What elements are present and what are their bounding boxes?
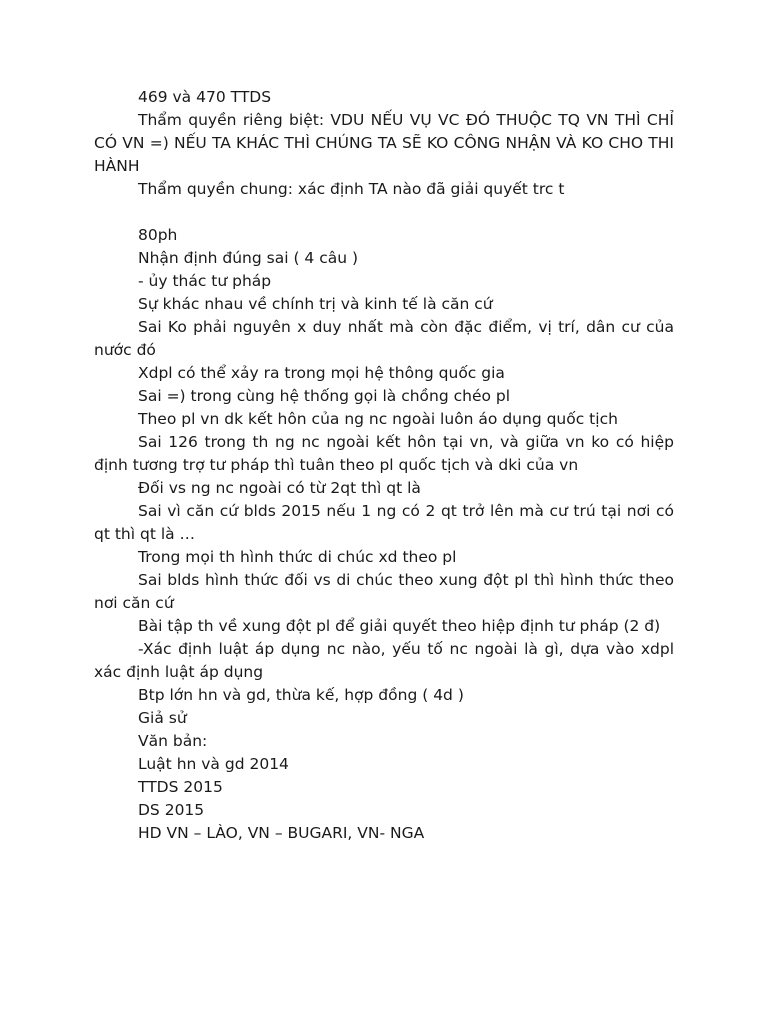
paragraph-answer-2: Sai =) trong cùng hệ thống gọi là chồng chéo pl bbox=[138, 387, 511, 405]
paragraph-judicial-delegation: - ủy thác tư pháp bbox=[138, 272, 272, 290]
paragraph-marriage-law: Luật hn và gd 2014 bbox=[138, 755, 289, 773]
paragraph-true-false-heading: Nhận định đúng sai ( 4 câu ) bbox=[138, 249, 359, 267]
paragraph-duration: 80ph bbox=[138, 226, 178, 244]
paragraph-exercise-steps: -Xác định luật áp dụng nc nào, yếu tố nc ngoài là gì, dựa vào xdpl xác định luật áp dụng bbox=[94, 640, 674, 681]
paragraph-civil-procedure: TTDS 2015 bbox=[138, 778, 223, 796]
paragraph-answer-5: Sai blds hình thức đối vs di chúc theo xung đột pl thì hình thức theo nơi căn cứ bbox=[94, 571, 674, 612]
paragraph-question-1: Sự khác nhau về chính trị và kinh tế là căn cứ bbox=[138, 295, 493, 313]
paragraph-major-exercise: Btp lớn hn và gd, thừa kế, hợp đồng ( 4d ) bbox=[138, 686, 464, 704]
paragraph-question-3: Theo pl vn dk kết hôn của ng nc ngoài luôn áo dụng quốc tịch bbox=[138, 410, 618, 428]
paragraph-exercise-heading: Bài tập th về xung đột pl để giải quyết theo hiệp định tư pháp (2 đ) bbox=[138, 617, 661, 635]
paragraph-exclusive-jurisdiction: Thẩm quyền riêng biệt: VDU NẾU VỤ VC ĐÓ THUỘC TQ VN THÌ CHỈ CÓ VN =) NẾU TA KHÁC THÌ CHÚNG TA SẼ KO CÔNG NHẬN VÀ KO CHO THI HÀNH bbox=[94, 111, 674, 175]
paragraph-ttds-articles: 469 và 470 TTDS bbox=[138, 88, 272, 106]
paragraph-suppose: Giả sử bbox=[138, 709, 187, 727]
paragraph-question-4: Đối vs ng nc ngoài có từ 2qt thì qt là bbox=[138, 479, 421, 497]
paragraph-answer-4: Sai vì căn cứ blds 2015 nếu 1 ng có 2 qt trở lên mà cư trú tại nơi có qt thì qt là … bbox=[94, 502, 674, 543]
paragraph-answer-1: Sai Ko phải nguyên x duy nhất mà còn đặc điểm, vị trí, dân cư của nước đó bbox=[94, 318, 674, 359]
paragraph-question-2: Xdpl có thể xảy ra trong mọi hệ thông quốc gia bbox=[138, 364, 505, 382]
paragraph-answer-3: Sai 126 trong th ng nc ngoài kết hôn tại vn, và giữa vn ko có hiệp định tương trợ tư pháp thì tuân theo pl quốc tịch và dki của vn bbox=[94, 433, 674, 474]
paragraph-civil-code: DS 2015 bbox=[138, 801, 205, 819]
paragraph-question-5: Trong mọi th hình thức di chúc xd theo pl bbox=[138, 548, 457, 566]
paragraph-general-jurisdiction: Thẩm quyền chung: xác định TA nào đã giải quyết trc t bbox=[138, 180, 565, 198]
blank-line bbox=[94, 201, 674, 224]
document-page bbox=[94, 86, 674, 845]
paragraph-documents-heading: Văn bản: bbox=[138, 732, 208, 750]
paragraph-agreements: HD VN – LÀO, VN – BUGARI, VN- NGA bbox=[138, 824, 425, 842]
